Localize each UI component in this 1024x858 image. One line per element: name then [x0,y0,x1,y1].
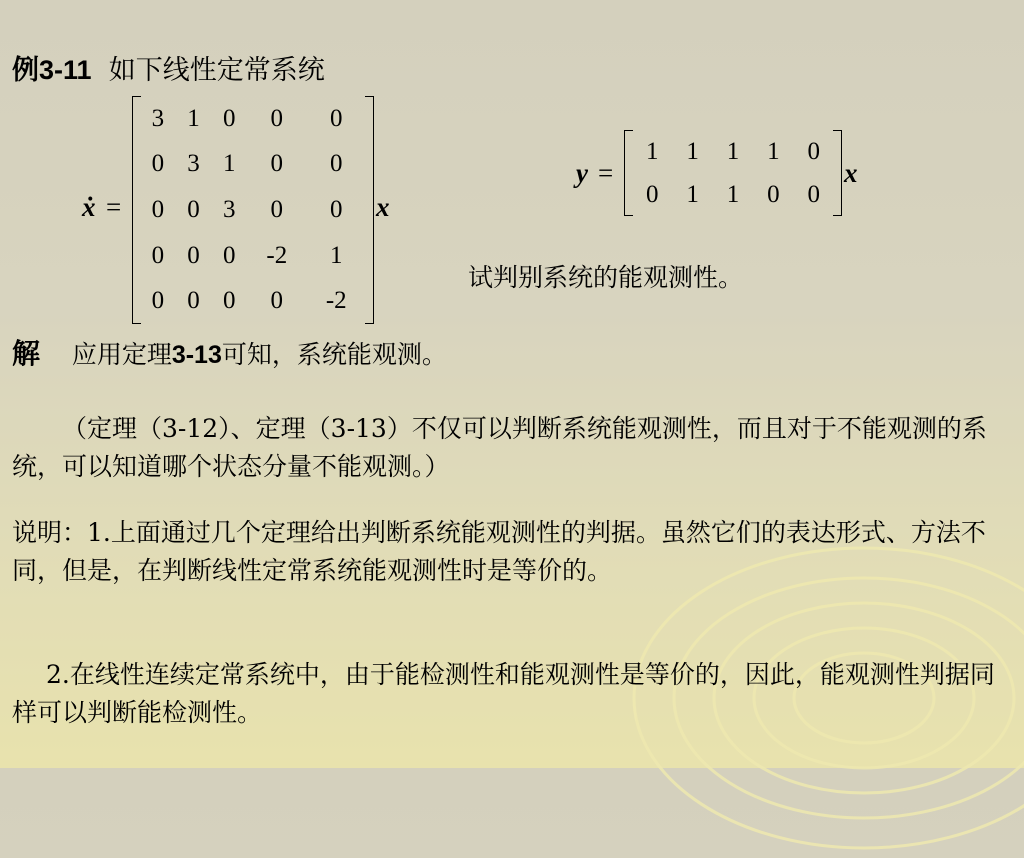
state-matrix-cell: -2 [266,241,288,269]
state-matrix-cell: -2 [325,287,347,315]
output-equation [574,130,874,216]
output-matrix-cell: 0 [807,180,821,208]
state-matrix-cell: 0 [151,287,165,315]
state-matrix-row [140,233,366,279]
state-matrix-cell: 0 [222,287,236,315]
state-vector-x: x [376,192,390,222]
solution-text-before: 应用定理 [71,340,172,369]
note-paragraph-text: （定理（3-12）、定理（3-13）不仅可以判断系统能观测性，而且对于不能观测的系统，可以知道哪个状态分量不能观测。） [12,414,987,481]
solution-line [12,332,447,372]
state-matrix-row [140,142,366,188]
state-matrix-cell: 0 [222,241,236,269]
note-paragraph [12,410,1012,486]
state-derivative-symbol: ẋ [82,192,96,222]
state-matrix-cell: 0 [151,150,165,178]
matrix-right-bracket [833,130,842,216]
state-matrix-cell: 0 [151,195,165,223]
question-text: 试判别系统的能观测性。 [468,263,744,292]
state-matrix-cell: 0 [187,195,200,223]
state-matrix-cell: 0 [330,195,343,223]
matrix-right-bracket [365,96,374,324]
state-matrix-cell: 1 [187,104,200,132]
state-matrix-cell: 1 [222,150,236,178]
state-equation [80,96,400,326]
state-matrix-cell: 0 [270,287,284,315]
solution-label: 解 [12,337,41,370]
state-matrix-cell: 0 [270,104,284,132]
explanation-paragraph-2 [12,656,1012,732]
state-matrix-cell: 0 [330,150,343,178]
explanation-2-text: 2.在线性连续定常系统中，由于能检测性和能观测性是等价的，因此，能观测性判据同样可以判断能检测性。 [12,660,995,727]
state-matrix-cell: 0 [151,241,165,269]
example-title [12,48,325,87]
explanation-paragraph-1 [12,514,1012,590]
output-matrix-row [632,130,834,173]
state-matrix-cell: 0 [330,104,343,132]
state-matrix-cell: 3 [187,150,200,178]
state-matrix-cell: 3 [151,104,165,132]
output-matrix-cell: 1 [686,137,699,165]
state-matrix-row [140,187,366,233]
state-matrix-cell: 0 [222,104,236,132]
state-matrix-cell: 0 [187,287,200,315]
example-label: 例3-11 [12,55,92,85]
solution-theorem: 3-13 [171,341,222,369]
output-matrix-cell: 1 [645,137,659,165]
example-title-text: 如下线性定常系统 [108,55,325,86]
solution-text-after: 可知，系统能观测。 [221,340,447,369]
output-matrix-cell: 0 [807,137,821,165]
state-matrix-row [140,278,366,324]
state-matrix-cell: 0 [187,241,200,269]
output-matrix-cell: 1 [767,137,780,165]
output-state-vector-x: x [844,158,858,188]
output-equals-sign: = [598,158,614,188]
state-matrix-A [132,96,374,324]
state-equals-sign: = [106,192,122,222]
state-matrix-cell: 3 [222,195,236,223]
output-matrix-cell: 0 [645,180,659,208]
output-matrix-cell: 1 [726,137,740,165]
state-matrix-cell: 1 [330,241,343,269]
state-matrix-cell: 0 [270,150,284,178]
output-matrix-C [624,130,842,216]
background-swirl-decoration [564,438,1024,858]
output-matrix-cell: 0 [767,180,780,208]
output-matrix-cell: 1 [726,180,740,208]
state-matrix-cell: 0 [270,195,284,223]
output-matrix-cell: 1 [686,180,699,208]
explanation-1-text: 说明：1.上面通过几个定理给出判断系统能观测性的判据。虽然它们的表达形式、方法不同，但是，在判断线性定常系统能观测性时是等价的。 [12,518,986,585]
output-matrix-row [632,173,834,216]
state-matrix-row [140,96,366,142]
output-symbol-y: y [576,158,588,188]
